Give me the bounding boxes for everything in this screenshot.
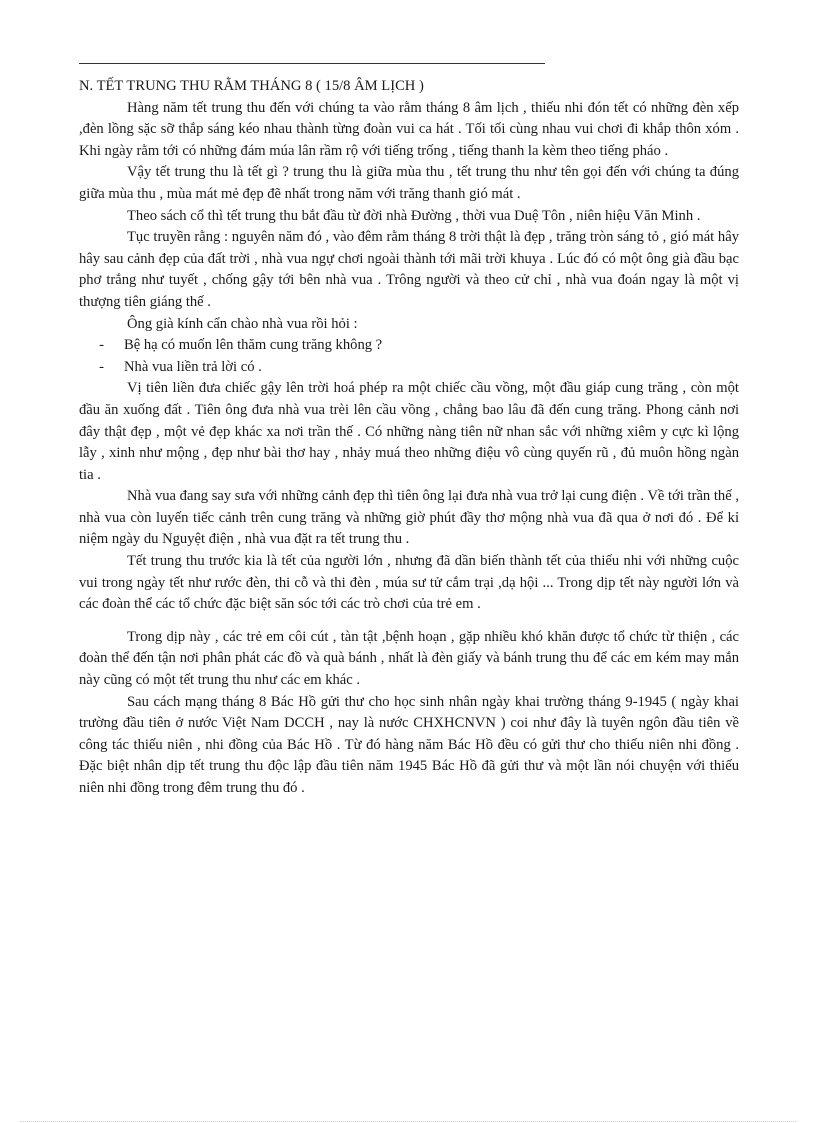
paragraph-charity: Trong dịp này , các trẻ em côi cút , tàn tật ,bệnh hoạn , gặp nhiều khó khăn được tổ chức từ thiện , các đoàn thể đến tận nơi phân phát các đồ và quà bánh , nhất là đèn giấy và bánh trung thu để các em kém may mắn này cũng có một tết trung thu như các em khác . — [79, 628, 739, 689]
dialogue-item — [79, 335, 739, 357]
dialogue-list — [79, 335, 739, 378]
paragraph-return: Nhà vua đang say sưa với những cảnh đẹp thì tiên ông lại đưa nhà vua trở lại cung điện . Về tới trần thế , nhà vua còn luyến tiếc cảnh trên cung trăng và những giờ phút đầy thơ mộng nhà vua đã qua ở nơi đó . Để kỉ niệm ngày du Nguyệt điện , nhà vua đặt ra tết trung thu . — [79, 488, 739, 548]
paragraph-greeting: Ông già kính cẩn chào nhà vua rồi hỏi : — [127, 315, 358, 332]
header-rule — [79, 63, 545, 64]
paragraph-rainbow: Vị tiên liền đưa chiếc gậy lên trời hoá phép ra một chiếc cầu vồng, một đầu giáp cung trăng , còn một đầu ăn xuống đất . Tiên ông đưa nhà vua trèi lên cầu vồng , chẳng bao lâu đã đến cung trăng. Phong cảnh nơi đây thật đẹp , một vẻ đẹp khác xa nơi trần thế . Có những nàng tiên nữ nhan sắc với những xiêm y cực kì lộng lẫy , xinh như mộng , đẹp như bài thơ hay , nhảy muá theo những điệu vô cùng quyến rũ , đủ muôn hồng ngàn tia . — [79, 380, 739, 483]
paragraph-meaning: Vậy tết trung thu là tết gì ? trung thu là giữa mùa thu , tết trung thu như tên gọi đến với chúng ta đúng giữa mùa thu , mùa mát mẻ đẹp đẽ nhất trong năm với trăng thanh gió mát . — [79, 164, 739, 202]
document-heading: N. TẾT TRUNG THU RẰM THÁNG 8 ( 15/8 ÂM LỊCH ) — [79, 78, 424, 94]
paragraph-legend: Tục truyền rằng : nguyên năm đó , vào đêm rằm tháng 8 trời thật là đẹp , trăng tròn sáng tỏ , gió mát hây hây sau cảnh đẹp của đất trời , nhà vua ngự chơi ngoài thành tới mãi trời khuya . Lúc đó có một ông già đầu bạc phơ trắng như tuyết , chống gậy tới bên nhà vua . Trông người và theo cử chỉ , nhà vua đoán ngay là một vị thượng tiên giáng thế . — [79, 229, 739, 310]
paragraph-children-festival: Tết trung thu trước kia là tết của người lớn , nhưng đã dần biến thành tết của thiếu nhi với những cuộc vui trong ngày tết như rước đèn, thi cỗ và thi đèn , múa sư tử cắm trại ,dạ hội ... Trong dịp tết này người lớn và các đoàn thể các tổ chức đặc biệt săn sóc tới các trò chơi của trẻ em . — [79, 553, 739, 613]
dash-marker: - — [99, 337, 104, 354]
page-bottom-border — [20, 1121, 796, 1122]
paragraph-origin: Theo sách cổ thì tết trung thu bắt đầu từ đời nhà Đường , thời vua Duệ Tôn , niên hiệu Văn Minh . — [127, 207, 701, 224]
dialogue-item — [79, 357, 739, 379]
paragraph-uncle-ho: Sau cách mạng tháng 8 Bác Hồ gửi thư cho học sinh nhân ngày khai trường tháng 9-1945 ( ngày khai trường đầu tiên ở nước Việt Nam DCCH , nay là nước CHXHCNVN ) coi như đây là tuyên ngôn đầu tiên về công tác thiếu niên , nhi đồng của Bác Hồ . Từ đó hàng năm Bác Hồ đều có gửi thư cho thiếu niên nhi đồng . Đặc biệt nhân dịp tết trung thu độc lập đầu tiên năm 1945 Bác Hồ đã gửi thư và một lần nói chuyện với thiếu niên nhi đồng trong đêm trung thu đó . — [79, 693, 739, 796]
paragraph-intro: Hàng năm tết trung thu đến với chúng ta vào rằm tháng 8 âm lịch , thiếu nhi đón tết có những đèn xếp ,đèn lồng sặc sỡ thắp sáng kéo nhau thành từng đoàn vui ca hát . Tối tối cùng nhau vui chơi đi khắp thôn xóm . Khi ngày rằm tới có những đám múa lân rầm rộ với tiếng trống , tiếng thanh la kèm theo tiếng pháo . — [79, 99, 739, 159]
dialogue-text: Nhà vua liền trả lời có . — [124, 358, 262, 375]
document-body — [79, 76, 739, 800]
dash-marker: - — [99, 358, 104, 375]
dialogue-text: Bệ hạ có muốn lên thăm cung trăng không ? — [124, 337, 383, 354]
